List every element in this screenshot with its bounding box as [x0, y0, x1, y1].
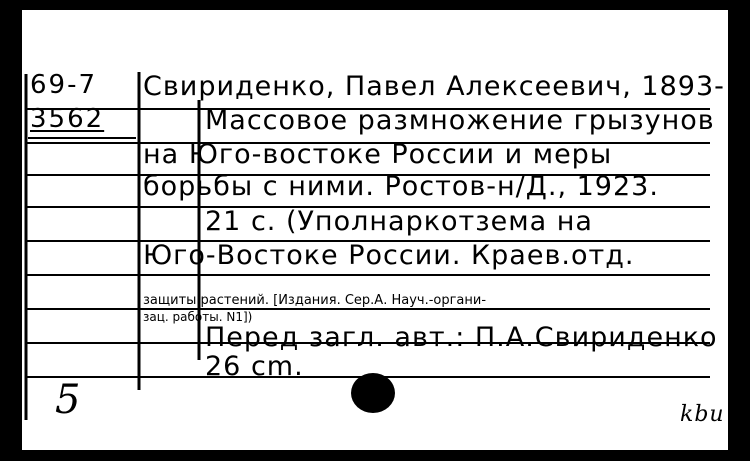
imprint-line: борьбы с ними. Ростов-н/Д., 1923.: [143, 171, 659, 202]
collation-line: 21 с. (Уполнаркотзема на: [205, 206, 593, 237]
punch-hole: [351, 373, 395, 413]
author-heading: Свириденко, Павел Алексеевич, 1893-: [143, 71, 725, 102]
call-number-line2: 3562: [30, 104, 105, 134]
margin-mark: 5: [55, 377, 82, 423]
series-continuation: защиты растений. [Издания. Сер.А. Науч.-органи-: [143, 293, 487, 308]
call-number-line1: 69-7: [30, 70, 98, 100]
series-line: Юго-Востоке России. Краев.отд.: [143, 240, 635, 271]
author-note-line: Перед загл. авт.: П.А.Свириденко: [205, 322, 718, 353]
title-continuation: на Юго-востоке России и меры: [143, 139, 613, 170]
series-continuation-2: зац. работы. N1]): [143, 310, 253, 324]
size-line: 26 cm.: [205, 351, 304, 382]
title-line: Массовое размножение грызунов: [205, 105, 715, 136]
corner-mark: kbu: [680, 402, 725, 427]
